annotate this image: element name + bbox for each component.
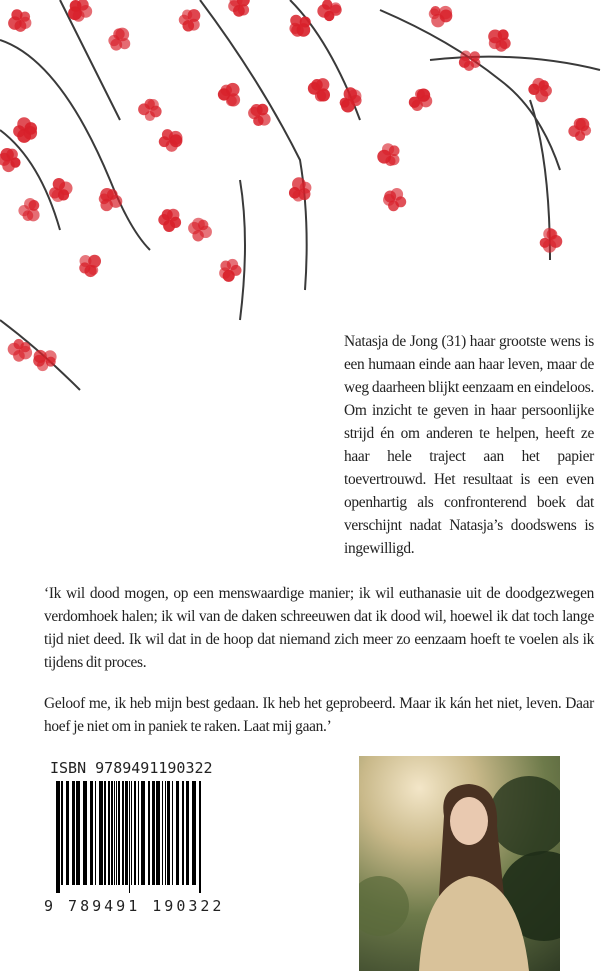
bar	[186, 781, 189, 885]
bar	[111, 781, 113, 885]
bar	[116, 781, 117, 885]
bar	[61, 781, 63, 885]
bar	[118, 781, 120, 885]
bar	[199, 781, 201, 893]
bar	[114, 781, 115, 885]
isbn-label: ISBN 9789491190322	[50, 759, 213, 777]
bar	[90, 781, 93, 885]
bar	[104, 781, 106, 885]
bar	[72, 781, 75, 885]
bar	[125, 781, 128, 885]
bar	[141, 781, 145, 885]
bar	[172, 781, 173, 885]
bar	[134, 781, 136, 885]
bar	[95, 781, 96, 885]
quote-paragraph-end: Geloof me, ik heb mijn best gedaan. Ik heb het geprobeerd. Maar ik kán het niet, leven. Daar hoef je niet om in paniek te raken. Laat mij gaan.’	[44, 695, 594, 735]
author-photo	[359, 756, 560, 971]
bar	[152, 781, 155, 885]
bar	[148, 781, 150, 885]
description-paragraph: Natasja de Jong (31) haar grootste wens is een humaan einde aan haar leven, maar de weg daarheen blijkt eenzaam en eindeloos. Om inzicht te geven in haar persoonlijke strijd én om anderen te helpen, heeft ze haar hele traject aan het papier toevertrouwd. Het resultaat is een even openhartig als confronterend boek dat verschijnt nadat Natasja’s doodswens is ingewilligd.	[344, 333, 594, 557]
bar	[165, 781, 166, 885]
bar	[167, 781, 170, 885]
bar	[131, 781, 132, 885]
bottom-row	[0, 756, 602, 971]
bar	[176, 781, 179, 885]
barcode-digits: 9 789491 190322	[44, 897, 225, 915]
bar	[182, 781, 184, 885]
bar	[99, 781, 103, 885]
bar	[138, 781, 139, 885]
bar	[192, 781, 196, 885]
bar	[156, 781, 160, 885]
bar	[122, 781, 124, 885]
bar	[56, 781, 60, 893]
bar	[83, 781, 87, 885]
quote-paragraph: ‘Ik wil dood mogen, op een menswaardige manier; ik wil euthanasie uit de doodgezwegen verdomhoek halen; ik wil van de daken schreeuwen dat ik dood wil, hoewel ik dat toch lange tijd niet deed. Ik wil dat in de hoop dat niemand zich meer zo eenzaam hoeft te voelen als ik tijdens dit proces.	[44, 585, 594, 671]
isbn-barcode	[44, 759, 225, 919]
barcode-bars	[56, 781, 204, 893]
bar	[162, 781, 163, 885]
bar	[129, 781, 130, 893]
bar	[66, 781, 69, 885]
bar	[76, 781, 80, 885]
bar	[108, 781, 110, 885]
